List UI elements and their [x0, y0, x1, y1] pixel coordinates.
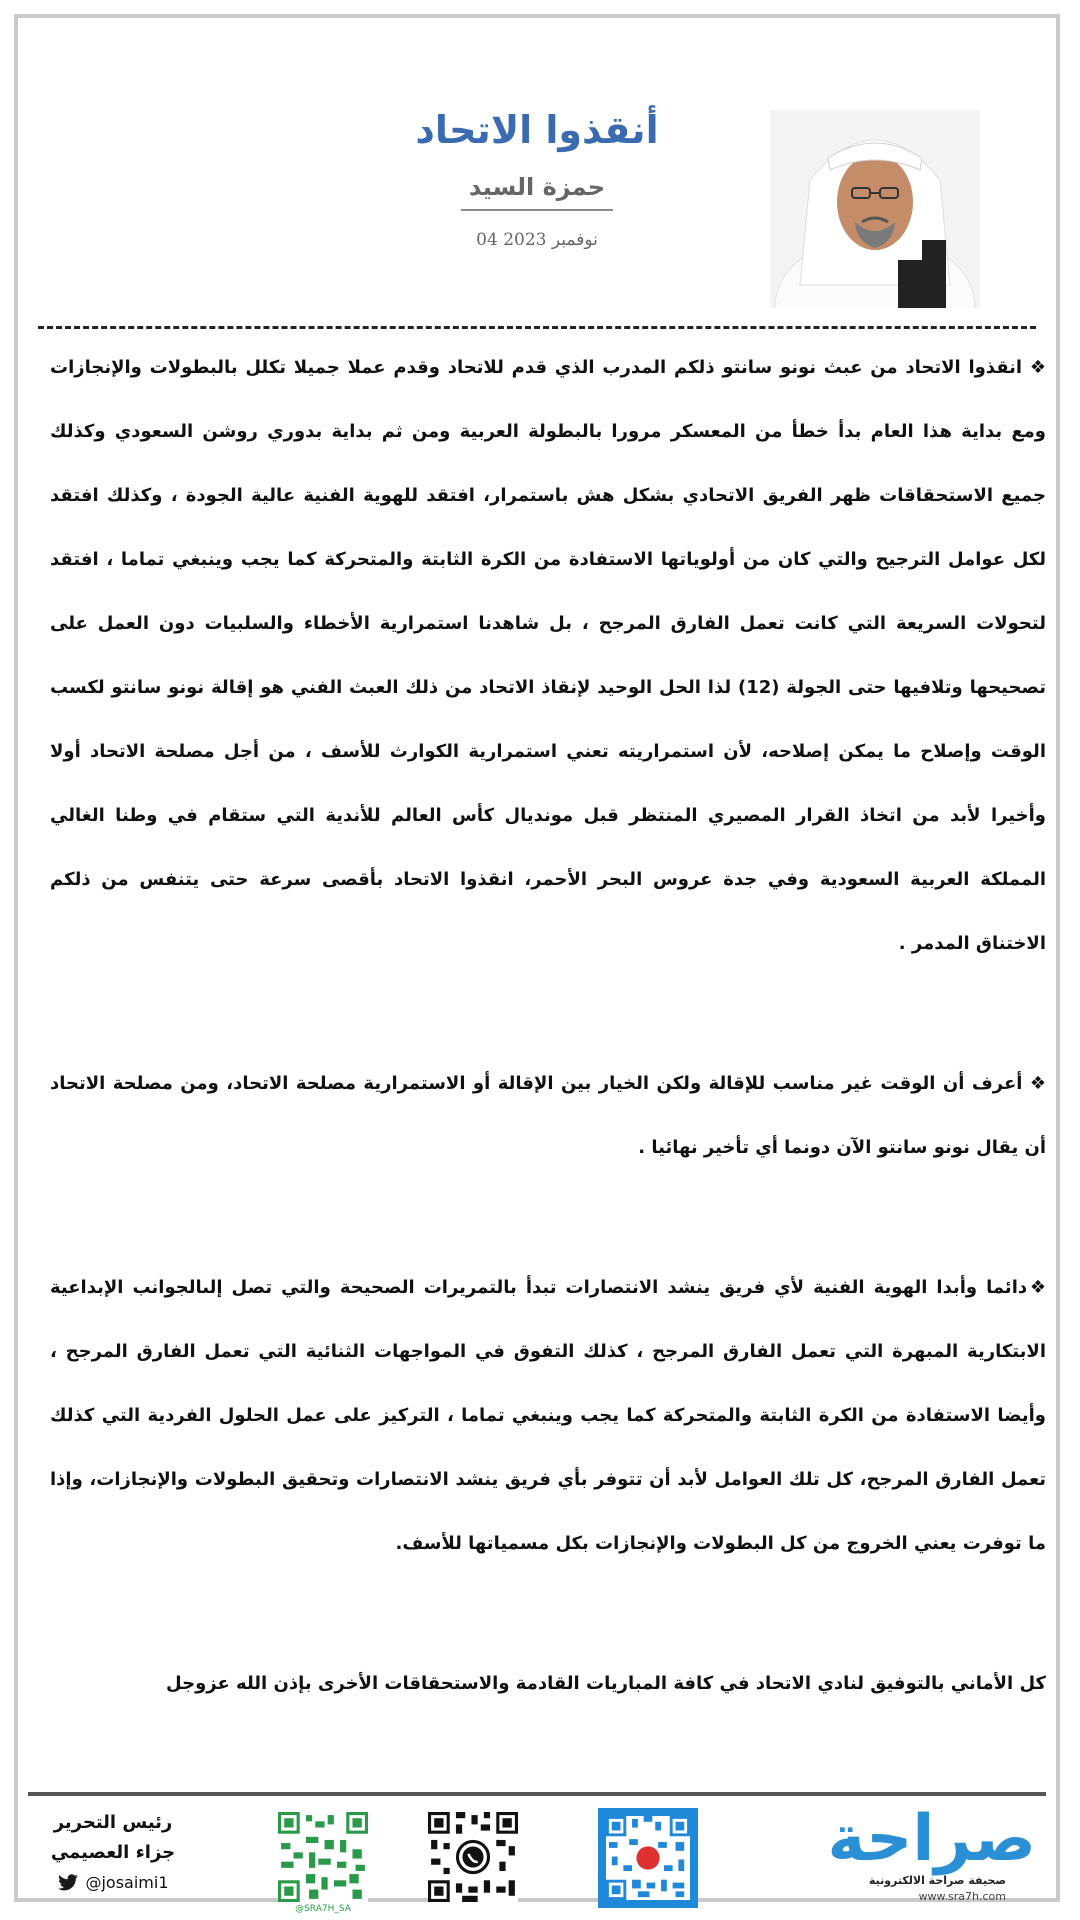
- article-body: [50, 336, 1046, 1716]
- whatsapp-qr-icon[interactable]: [428, 1812, 518, 1902]
- qr-caption: @SRA7H_SA: [295, 1904, 351, 1914]
- page-frame: [14, 14, 1060, 1914]
- qr-code-green: [278, 1812, 368, 1902]
- publish-date: 04 نوفمبر 2023: [476, 230, 598, 250]
- editor-block: [28, 1808, 198, 1898]
- footer-divider: [28, 1792, 1046, 1796]
- article-title: أنقذوا الاتحاد: [415, 108, 659, 152]
- logo-subtitle: صحيفة صراحة الالكترونية: [868, 1874, 1006, 1887]
- editor-name: جزاء العصيمي: [50, 1842, 176, 1863]
- article-header: [36, 18, 1038, 318]
- logo-url: www.sra7h.com: [918, 1890, 1006, 1903]
- qr-code-black: [428, 1812, 518, 1902]
- footer: [28, 1802, 1046, 1914]
- header-divider: [38, 326, 1036, 329]
- twitter-icon: [57, 1874, 79, 1892]
- author-name: حمزة السيد: [461, 173, 613, 211]
- editor-handle-row[interactable]: [28, 1868, 198, 1898]
- editor-role: رئيس التحرير: [53, 1812, 173, 1833]
- editor-handle: @josaimi1: [85, 1873, 169, 1892]
- qr-code-blue: [606, 1816, 690, 1900]
- author-photo: [770, 110, 980, 308]
- article-paragraph-1: ❖ انقذوا الاتحاد من عبث نونو سانتو ذلكم المدرب الذي قدم للاتحاد وقدم عملا جميلا تكلل بالبطولات والإنجازات ومع بداية هذا العام بدأ خطأ من المعسكر مرورا بالبطولة العربية ومن ثم بداية بدوري روشن السعودي وكذلك جميع الاستحقاقات ظهر الفريق الاتحادي بشكل هش باستمرار، افتقد للهوية الفنية عالية الجودة ، وكذلك افتقد لكل عوامل الترجيح والتي كان من أولوياتها الاستفادة من الكرة الثابتة والمتحركة كما يجب وينبغي تماما ، افتقد لتحولات السريعة التي كانت تعمل الفارق المرجح ، بل شاهدنا استمرارية الأخطاء والسلبيات دون العمل على تصحيحها وتلافيها حتى الجولة (12) لذا الحل الوحيد لإنقاذ الاتحاد من ذلك العبث الفني هو إقالة نونو سانتو لكسب الوقت وإصلاح ما يمكن إصلاحه، لأن استمراريته تعني استمرارية الكوارث للأسف ، من أجل مصلحة الاتحاد أولا وأخيرا لأبد من اتخاذ القرار المصيري المنتظر قبل مونديال كأس العالم للأندية التي ستقام في وطنا الغالي المملكة العربية السعودية وفي جدة عروس البحر الأحمر، انقذوا الاتحاد بأقصى سرعة حتى يتنفس من ذلكم الاختناق المدمر .: [50, 357, 1046, 954]
- whatsapp-icon: [462, 1846, 483, 1867]
- author-photo-illustration: [770, 110, 980, 308]
- logo-word: صراحة: [827, 1802, 1036, 1876]
- article-paragraph-2: ❖ أعرف أن الوقت غير مناسب للإقالة ولكن الخيار بين الإقالة أو الاستمرارية مصلحة الاتحاد، ومن مصلحة الاتحاد أن يقال نونو سانتو الآن دونما أي تأخير نهائيا .: [50, 1073, 1046, 1158]
- qr-code-blue-icon[interactable]: [598, 1808, 698, 1908]
- site-logo[interactable]: [756, 1802, 1036, 1908]
- qr-code-icon[interactable]: [278, 1812, 368, 1902]
- article-paragraph-4: كل الأماني بالتوفيق لنادي الاتحاد في كافة المباريات القادمة والاستحقاقات الأخرى بإذن الله عزوجل: [166, 1673, 1046, 1694]
- article-paragraph-3: ❖دائما وأبدا الهوية الفنية لأي فريق ينشد الانتصارات تبدأ بالتمريرات الصحيحة والتي تصل إلىالجوانب الإبداعية الابتكارية المبهرة التي تعمل الفارق المرجح ، كذلك التفوق في المواجهات الثنائية التي تعمل الفارق المرجح ، وأيضا الاستفادة من الكرة الثابتة والمتحركة كما يجب وينبغي تماما ، التركيز على عمل الحلول الفردية التي كذلك تعمل الفارق المرجح، كل تلك العوامل لأبد أن تتوفر بأي فريق ينشد الانتصارات وتحقيق البطولات والإنجازات، وإذا ما توفرت يعني الخروج من كل البطولات والإنجازات بكل مسمياتها للأسف.: [50, 1277, 1046, 1554]
